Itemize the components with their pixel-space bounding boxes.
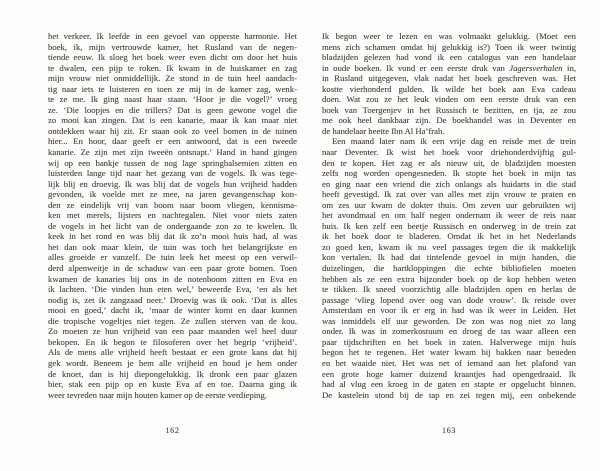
text-line: doen. Wat zou ze het leuk vinden om een eerste druk van een	[322, 94, 576, 105]
text-line: keek in het rond en was blij dat ik zo’n mooi huis had, al was	[48, 231, 297, 242]
text-line: een grote hoge kamer duizend kraantjes had opengedraaid. Ik	[322, 368, 576, 379]
text-line: ontdekken waar hij zit. Er staan ook zo veel bomen in de tuinen	[48, 125, 297, 136]
text-line: Als de mens alle vrijheid heeft bestaat er een grote kans dat hij	[48, 347, 297, 358]
text-line: onder. Ik was in zomerkostuum en droeg de tas waar alleen een	[322, 326, 576, 337]
text-line: passage ‘vlieg lopend over oog van dode vrouw’. Ik reisde over	[322, 294, 576, 305]
text-line: en het waaide niet. Het was net of iemand aan het plafond van	[322, 357, 576, 368]
text-line: nodig is, zet ik zangzaad neer.’ Droevig was ik ook. ‘Dat is alles	[48, 294, 297, 305]
text-line: zo mooi kan zingen. Dat is een kanarie, maar ik kan maar niet	[48, 115, 297, 126]
page-number-right: 163	[441, 426, 457, 435]
text-line: boek van Toergenjev in het Russisch te bezitten, en tja, ze zou	[322, 104, 576, 115]
text-line: kanarie. Ze zijn met zijn tweeën ontsnapt.’ Hand in hand gingen	[48, 147, 297, 158]
text-line: mooi en goed,’ dacht ik, ‘maar de winter komt en daar kunnen	[48, 305, 297, 316]
page-left-text	[48, 31, 297, 400]
text-line: en ging naar een vriend die zich onlangs als huidarts in die stad	[322, 178, 576, 189]
text-line: den ze eindelijk vrij van boom naar boom vliegen, kennisma-	[48, 199, 297, 210]
text-line: de knoet, dan is hij diepongelukkig. Ik dronk een paar glazen	[48, 368, 297, 379]
text-line: weer tevreden naar mijn houten kamer op de eerste verdieping.	[48, 389, 268, 400]
text-line: Een maand later nam ik een vrije dag en reisde met de trein	[332, 136, 576, 147]
text-line: mens zich schamen omdat hij gelukkig is?) Toen ik weer twintig	[322, 41, 576, 52]
text-line: te tikken. Ik sneed voorzichtig alle bladzijden open en herlas de	[322, 284, 576, 295]
text-line: kon vertalen. Ik had dat tintelende gevoel in mijn handen, die	[322, 252, 576, 263]
text-line: zelfs nog worden opengesneden. Ik stopte het boek in mijn tas	[322, 168, 576, 179]
text-line: ken met merels, lijsters en nachtegalen. Niet voor niets zaten	[48, 210, 297, 221]
text-line: in Rusland uitgegeven, vlak nadat het boek geschreven was. Het	[322, 73, 576, 84]
text-line: het avondmaal en om half negen ondernam ik weer de reis naar	[322, 210, 576, 221]
text-line: te dwalen, een pijp te roken. Ik kwam in de huiskamer en zag	[48, 62, 297, 73]
text-line: om zes uur kwam de dokter thuis. Om zeven uur gebruikten wij	[322, 199, 576, 210]
text-line: Ik begon weer te lezen en was volmaakt gelukkig. (Moet een	[322, 31, 576, 41]
text-line: paar tijdschriften en het boek in zaten. Halverwege mijn huis	[322, 336, 576, 347]
text-line: was inmiddels elf uur geworden. De zon was nog niet zo lang	[322, 315, 576, 326]
text-line: had al vlug een kroeg in de gaten en stapte er opgelucht binnen.	[322, 379, 576, 390]
text-line: de handelaar heette Ibn Al Ha’frah.	[322, 125, 445, 136]
text-line: derd alpenweitje in de schaduw van een paar grote bomen. Toen	[48, 263, 297, 274]
text-line: luisterden lange tijd naar het gezang van de vogels. Ik was tege-	[48, 168, 297, 179]
text-line: mijn vrouw niet onmiddellijk. Ze stond in de tuin heel aandach-	[48, 73, 297, 84]
text-line: het dan ook maar klein, de tuin was toch het belangrijkste en	[48, 241, 297, 252]
text-line: bier, stak een pijp op en kuste Eva af en toe. Daarna ging ik	[48, 379, 297, 390]
text-line: in oude boeken. Ik vond er een eerste druk van Jagersverhalen in,	[322, 62, 576, 73]
text-line: hier... En hoor, daar geeft er een antwoord, dat is een tweede	[48, 136, 297, 147]
text-line: boek, ik, mijn vertrouwde kamer, het Rusland van de negen-	[48, 41, 297, 52]
page-right-text	[322, 31, 576, 400]
text-line: heeft gevestigd. Ik zat over van alles met zijn vrouw te praten en	[322, 189, 576, 200]
text-line: gevonden, ik voelde met ze mee, na jaren gevangenschap kon-	[48, 189, 297, 200]
text-line: me ook heel dankbaar zijn. De boekhandel was in Deventer en	[322, 115, 576, 126]
text-line: begon het te regenen. Het water kwam bij bakken naar beneden	[322, 347, 576, 358]
text-line: zo goed ken, kwam ik nu veel passages tegen die ik makkelijk	[322, 241, 576, 252]
text-line: ze. ‘Die loopjes en die trillers? Dat is geen gewone vogel die	[48, 104, 297, 115]
text-line: Amsterdam en voor ik er erg in had was ik weer in Leiden. Het	[322, 305, 576, 316]
text-line: kwamen de kanaries bij ons in de notenboom zitten en Eva en	[48, 273, 297, 284]
text-line: De kastelein stond bij de tap en zei tegen mij, een onbekende	[322, 389, 576, 400]
text-line: huis. Ik ken zelf een beetje Russisch en onderweg in de trein zat	[322, 220, 576, 231]
text-line: alles groeide er vanzelf. De tuin leek het meest op een verwil-	[48, 252, 297, 263]
text-line: ik het boek door te bladeren. Omdat ik het in het Nederlands	[322, 231, 576, 242]
text-line: naar Deventer. Ik wist het boek voor driehonderdvijftig gul-	[322, 147, 576, 158]
text-line: het verkeer. Ik leefde in een gevoel van opperste harmonie. Het	[48, 31, 297, 41]
text-line: lijk blij en droevig. Ik was blij dat de vogels hun vrijheid hadden	[48, 178, 297, 189]
text-line: hebben als ze een extra bijzonder boek op de kop hebben weten	[322, 273, 576, 284]
text-line: te ze me. Ik ging naast haar staan. ‘Hoor je die vogel?’ vroeg	[48, 94, 297, 105]
text-line: den te kopen. Het zag er als nieuw uit, de bladzijden moesten	[322, 157, 576, 168]
text-line: wij op een bankje tussen de nog lage springbalsemien zitten en	[48, 157, 297, 168]
page-right	[322, 0, 576, 471]
text-line: gek wordt. Beneem je hem alle vrijheid en houd je hem onder	[48, 357, 297, 368]
text-line: duizelingen, die hartkloppingen die echte bibliofielen moeten	[322, 263, 576, 274]
text-line: bladzijden gelezen had vond ik een catalogus van een handelaar	[322, 52, 576, 63]
text-line: bekopen. En ik begon te filosoferen over het begrip ‘vrijheid’.	[48, 336, 297, 347]
text-line: Zo moeten ze hun vrijheid van een paar maanden wel heel duur	[48, 326, 297, 337]
text-line: de vogels in het licht van de ondergaande zon zo te kwelen. Ik	[48, 220, 297, 231]
text-line: die tropische vogeltjes niet tegen. Ze zullen sterven van de kou.	[48, 315, 297, 326]
text-line: kostte vierhonderd gulden. Ik wilde het boek aan Eva cadeau	[322, 83, 576, 94]
page-left	[48, 0, 297, 471]
text-line: ik lachten. ‘Die vinden hun eten wel,’ beweerde Eva, ‘en als het	[48, 284, 297, 295]
text-line: tiende eeuw. Ik sloeg het boek weer even dicht om door het huis	[48, 52, 297, 63]
text-line: tig naar iets te luisteren en toen ze mij in de kamer zag, wenk-	[48, 83, 297, 94]
page-number-left: 162	[165, 426, 180, 435]
